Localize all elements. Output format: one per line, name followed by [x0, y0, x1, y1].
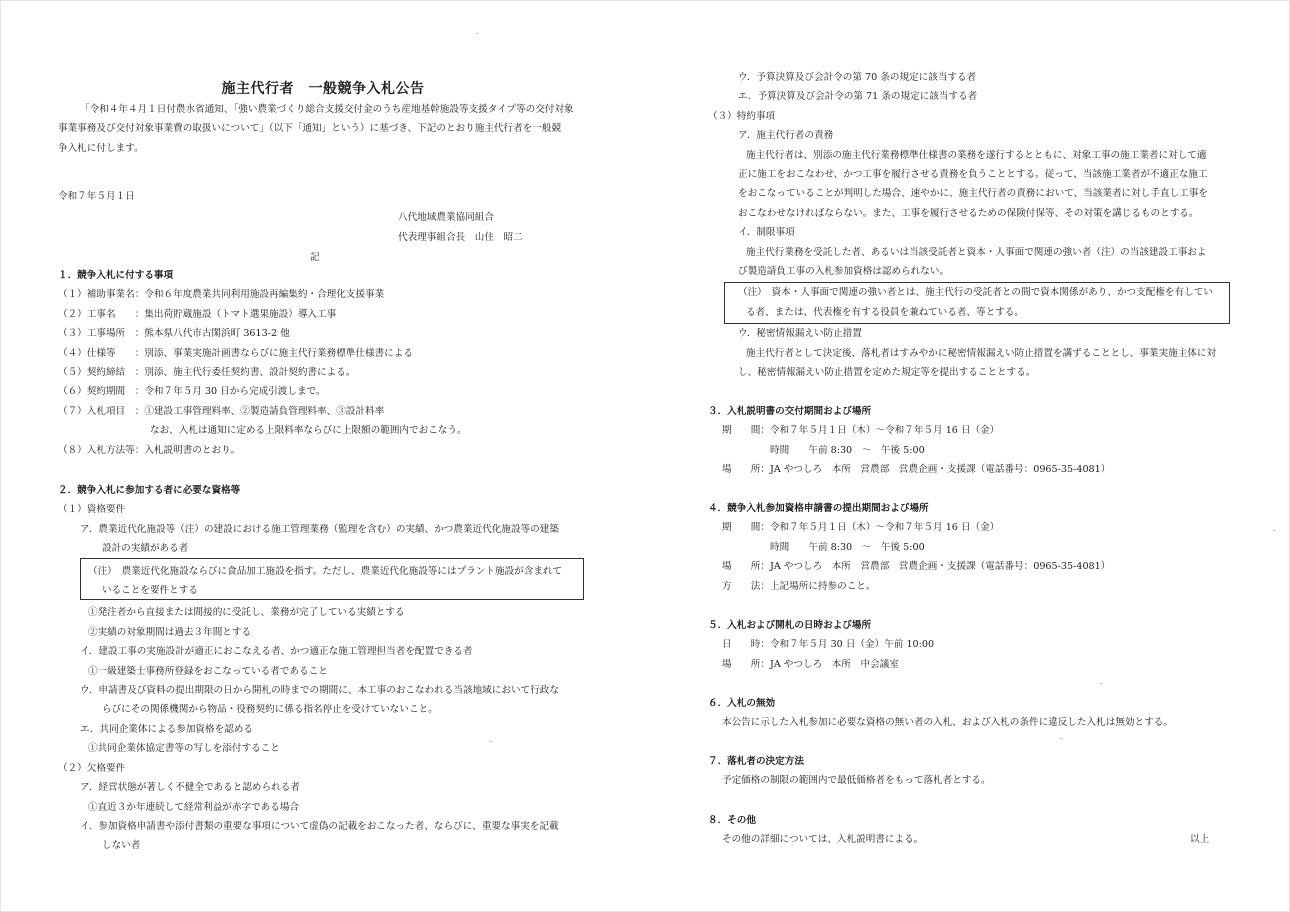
organization-name: 八代地域農業協同組合	[398, 212, 494, 223]
section-2-line: ①共同企業体協定書等の写しを添付すること	[88, 743, 280, 755]
section-2-line: エ．共同企業体による参加資格を認める	[80, 723, 253, 735]
section-7	[708, 752, 1236, 791]
section-1-item: （４）仕様等 ：別添、事業実施計画書ならびに施主代行業務標準仕様書による	[58, 347, 413, 359]
section-2-line: ①発注者から直接または間接的に受託し、業務が完了している実績とする	[88, 607, 405, 619]
section-6	[708, 694, 1236, 733]
scan-speck	[1100, 683, 1102, 684]
section-7-heading: ７．落札者の決定方法	[708, 756, 804, 767]
section-2-line: ウ．秘密情報漏えい防止措置	[738, 328, 862, 340]
note-line: （注） 資本・人事面で関連の強い者とは、施主代行の受託者との間で資本関係があり、かつ支配権を有してい	[738, 287, 1213, 299]
scan-speck	[1273, 530, 1275, 531]
section-2-line: ウ．申請書及び資料の提出期限の日から開札の時までの期間に、本工事のおこなわれる当該地域において行政な	[80, 685, 559, 697]
section-5-line: 日 時：令和７年５月 30 日（金）午前 10:00	[722, 639, 935, 651]
section-2-line: をおこなっていることが判明した場合、速やかに、施主代行者の責務において、当該業者に対し手直し工事を	[738, 188, 1208, 200]
section-8-text: その他の詳細については、入札説明書による。	[722, 834, 924, 846]
section-2-line: 施主代行者は、別添の施主代行業務標準仕様書の業務を遂行するとともに、対象工事の施工業者に対して適	[746, 149, 1207, 161]
note-line: いることを要件とする	[102, 585, 198, 597]
section-4-heading: ４．競争入札参加資格申請書の提出期間および場所	[708, 503, 929, 514]
section-2-line: しない者	[102, 840, 141, 852]
section-3-line: 場 所：JA やつしろ 本所 営農部 営農企画・支援課（電話番号：0965-35-4081）	[722, 464, 1111, 476]
intro-line: 争入札に付します。	[58, 142, 144, 154]
section-1-item: （６）契約期間 ：令和７年５月 30 日から完成引渡しまで。	[58, 386, 326, 398]
section-1-item: （７）入札項目 ：①建設工事管理料率、②製造請負管理料率、③設計料率	[58, 405, 385, 417]
section-1-item: （８）入札方法等：入札説明書のとおり。	[58, 444, 241, 456]
scan-speck	[490, 741, 492, 742]
note-line: （注） 農業近代化施設ならびに食品加工施設を指す。ただし、農業近代化施設等にはプラント施設が含まれて	[88, 565, 563, 577]
section-2-line: 施主代行者として決定後、落札者はすみやかに秘密情報漏えい防止措置を講ずることとし、事業実施主体に対	[746, 347, 1217, 359]
section-2-continued	[708, 68, 1236, 383]
section-4-line: 場 所：JA やつしろ 本所 営農部 営農企画・支援課（電話番号：0965-35-4081）	[722, 561, 1111, 573]
section-2-line: 正に施工をおこなわせ、かつ工事を履行させる責務を負うこととする。従って、当該施工業者が不適正な施工	[738, 169, 1208, 181]
document-title: 施主代行者 一般競争入札公告	[221, 81, 425, 97]
section-5	[708, 616, 1236, 674]
section-3-line: 期 間：令和７年５月１日（木）～令和７年５月 16 日（金）	[722, 425, 1000, 437]
section-1-item: なお、入札は通知に定める上限料率ならびに上限額の範囲内でおこなう。	[150, 425, 467, 437]
section-3	[708, 402, 1236, 480]
section-2-line: 設計の実績がある者	[102, 543, 189, 555]
section-4	[708, 499, 1236, 596]
section-2-line: し、秘密情報漏えい防止措置を定めた規定等を提出することとする。	[738, 367, 1036, 379]
section-2-line: らびにその関係機関から物品・役務契約に係る指名停止を受けていないこと。	[102, 704, 438, 716]
section-3-line: 時間 午前 8:30 ～ 午後 5:00	[770, 444, 925, 456]
section-4-line: 方 法：上記場所に持参のこと。	[722, 580, 876, 592]
section-2-line: ア．経営状態が著しく不健全であると認められる者	[80, 782, 300, 794]
section-1-item: （２）工事名 ：集出荷貯蔵施設（トマト選果施設）導入工事	[58, 308, 337, 320]
section-2-line: （２）欠格要件	[58, 762, 126, 774]
note-line: る者、または、代表権を有する役員を兼ねている者、等とする。	[746, 306, 1024, 318]
intro-paragraph	[58, 100, 588, 158]
section-2-line: （１）資格要件	[58, 504, 126, 516]
section-3-heading: ３．入札説明書の交付期間および場所	[708, 406, 872, 417]
section-2-line: おこなわせなければならない。また、工事を履行させるための保険付保等、その対策を講じるものとする。	[738, 207, 1199, 219]
section-1-item: （１）補助事業名：令和６年度農業共同利用施設再編集約・合理化支援事業	[58, 289, 385, 301]
section-6-heading: ６．入札の無効	[708, 698, 776, 709]
section-2-line: （３）特約事項	[708, 110, 776, 122]
scan-speck	[1060, 738, 1062, 739]
section-6-text: 本公告に示した入札参加に必要な資格の無い者の入札、および入札の条件に違反した入札は無効とする。	[722, 717, 1173, 729]
section-2-line: ア．施主代行者の責務	[738, 130, 834, 142]
section-2-line: イ．制限事項	[738, 227, 795, 239]
section-8	[708, 811, 1236, 850]
section-2-line: エ．予算決算及び会計令の第 71 条の規定に該当する者	[738, 91, 978, 103]
section-2-line: 施主代行業務を受託した者、あるいは当該受託者と資本・人事面で関連の強い者（注）の当該建設工事およ	[746, 246, 1207, 258]
note-box-qualification	[80, 558, 584, 600]
section-2	[58, 481, 588, 856]
note-box-restriction	[724, 282, 1230, 324]
ki-marker: 記	[310, 252, 320, 263]
intro-line: 「令和４年４月１日付農水省通知、「強い農業づくり総合支援交付金のうち産地基幹施設等支援タイプ等の交付対象	[80, 104, 574, 115]
section-1	[58, 266, 588, 460]
section-2-line: ①一級建築士事務所登録をおこなっている者であること	[88, 665, 328, 677]
section-1-heading: １．競争入札に付する事項	[58, 270, 174, 281]
section-2-line: ①直近３か年連続して経常利益が赤字である場合	[88, 801, 300, 813]
section-2-line: ウ．予算決算及び会計令の第 70 条の規定に該当する者	[738, 72, 977, 83]
section-4-line: 期 間：令和７年５月１日（木）～令和７年５月 16 日（金）	[722, 522, 1000, 534]
section-7-text: 予定価格の制限の範囲内で最低価格者をもって落札者とする。	[722, 775, 991, 787]
section-2-line: イ．建設工事の実施設計が適正におこなえる者、かつ適正な施工管理担当者を配置できる者	[80, 646, 473, 658]
representative-name: 代表理事組合長 山住 昭二	[398, 232, 523, 243]
scan-speck	[476, 33, 478, 34]
section-2-line: ア．農業近代化施設等（注）の建設における施工管理業務（監理を含む）の実績、かつ農業近代化施設等の建築	[80, 523, 559, 535]
intro-line: 事業事務及び交付対象事業費の取扱いについて」（以下「通知」という）に基づき、下記のとおり施主代行者を一般競	[58, 123, 562, 135]
section-2-heading: ２．競争入札に参加する者に必要な資格等	[58, 485, 241, 496]
section-1-item: （５）契約締結 ：別添、施主代行委任契約書、設計契約書による。	[58, 367, 356, 379]
section-1-item: （３）工事場所 ：熊本県八代市古閑浜町 3613-2 他	[58, 328, 290, 340]
section-2-line: び製造請負工事の入札参加資格は認められない。	[738, 266, 950, 278]
section-4-line: 時間 午前 8:30 ～ 午後 5:00	[770, 541, 925, 553]
section-5-line: 場 所：JA やつしろ 本所 中会議室	[722, 658, 899, 670]
section-2-line: イ．参加資格申請書や添付書類の重要な事項について虚偽の記載をおこなった者、ならびに、重要な事実を記載	[80, 820, 559, 832]
section-5-heading: ５．入札および開札の日時および場所	[708, 620, 872, 631]
end-mark: 以上	[1190, 834, 1210, 845]
section-8-heading: ８．その他	[708, 815, 756, 826]
issue-date: 令和７年５月１日	[58, 191, 135, 202]
section-2-line: ②実績の対象期間は過去３年間とする	[88, 626, 252, 638]
